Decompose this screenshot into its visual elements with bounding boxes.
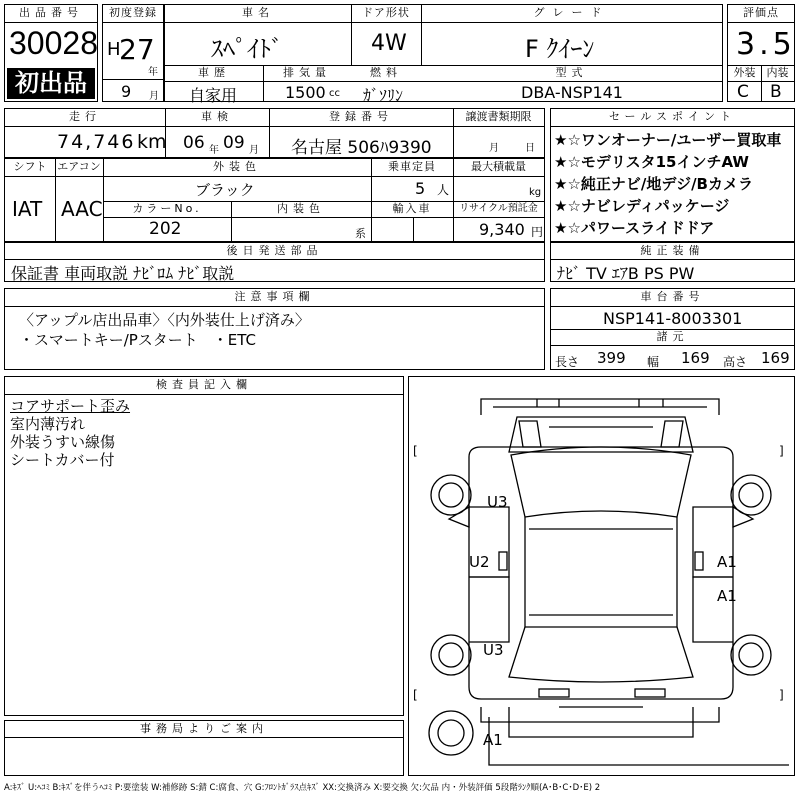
interior-score: B bbox=[770, 82, 782, 102]
recycle-value: 9,340 bbox=[479, 220, 525, 239]
car-outline-diagram bbox=[409, 377, 794, 775]
grade-header: グレード bbox=[533, 6, 610, 19]
lot-number: 30028 bbox=[9, 25, 98, 61]
color-no-header: カラーNo. bbox=[132, 202, 202, 215]
damage-right-mid-2: A1 bbox=[717, 587, 737, 605]
score-header: 評価点 bbox=[743, 6, 779, 19]
inspector-note-4: シートカバー付 bbox=[10, 451, 115, 469]
later-parts-header: 後日発送部品 bbox=[226, 244, 323, 257]
car-name: ｽﾍﾟｲﾄﾞ bbox=[211, 35, 283, 63]
dimensions-header: 諸元 bbox=[656, 330, 689, 343]
office-header: 事務局よりご案内 bbox=[140, 722, 268, 735]
left-front-bracket: [ bbox=[413, 444, 418, 458]
sales-point-3: ★☆純正ナビ/地デジ/Bカメラ bbox=[554, 175, 753, 193]
chassis-number: NSP141-8003301 bbox=[603, 309, 743, 328]
left-rear-bracket: [ bbox=[413, 688, 418, 702]
office-box bbox=[4, 720, 404, 776]
inspector-box bbox=[4, 376, 404, 716]
genuine-equip-header: 純正装備 bbox=[640, 244, 705, 257]
legend-line: A:ｷｽﾞ U:ﾍｺﾐ B:ｷｽﾞを伴うﾍｺﾐ P:要塗装 W:補修跡 S:錆 C:腐食、穴 G:ﾌﾛﾝﾄｶﾞﾗｽ点ｷｽﾞ XX:交換済み X:要交換 欠:欠品 内・外装評価 5段階ﾗﾝｸ順(A･B･C･D･E) 2 bbox=[4, 783, 601, 793]
color-number: 202 bbox=[149, 219, 182, 239]
first-reg-era: H bbox=[107, 39, 121, 60]
later-parts-box bbox=[4, 242, 545, 282]
width-label: 幅 bbox=[647, 355, 660, 369]
inspector-note-3: 外装うすい線傷 bbox=[10, 433, 116, 451]
int-color-header: 内装色 bbox=[277, 202, 325, 215]
recycle-header: リサイクル預託金 bbox=[459, 203, 538, 214]
import-header: 輸入車 bbox=[392, 202, 432, 215]
transfer-month-unit: 月 bbox=[489, 143, 499, 154]
interior-score-header: 内装 bbox=[766, 66, 789, 79]
genuine-equip-box bbox=[550, 242, 795, 282]
height-label: 高さ bbox=[723, 355, 748, 369]
max-load-unit: kg bbox=[529, 187, 542, 198]
sales-point-1: ★☆ワンオーナー/ユーザー買取車 bbox=[554, 131, 782, 149]
genuine-equip-value: ﾅﾋﾞ TV ｴｱB PS PW bbox=[557, 264, 695, 283]
first-reg-month-unit: 月 bbox=[149, 91, 159, 102]
inspection-month: 09 bbox=[223, 133, 245, 153]
car-history: 自家用 bbox=[189, 86, 238, 105]
car-diagram bbox=[408, 376, 795, 776]
fuel-header: 燃料 bbox=[370, 66, 402, 79]
first-reg-month: 9 bbox=[121, 82, 132, 101]
inspection-year: 06 bbox=[183, 133, 205, 153]
first-listing-badge: 初出品 bbox=[7, 68, 95, 99]
first-reg-year: 27 bbox=[119, 33, 155, 66]
sales-point-2: ★☆モデリスタ15インチAW bbox=[554, 153, 749, 171]
score-box bbox=[727, 4, 795, 102]
reg-no-header: 登録番号 bbox=[329, 110, 393, 123]
sales-points-box bbox=[550, 108, 795, 242]
spec-row bbox=[4, 158, 545, 242]
note-line-1: 〈アップル店出品車〉〈内外装仕上げ済み〉 bbox=[19, 311, 310, 329]
first-reg-box bbox=[102, 4, 164, 102]
door-header: ドア形状 bbox=[362, 6, 410, 19]
damage-left-mid: U2 bbox=[469, 553, 490, 571]
capacity-unit: 人 bbox=[437, 183, 450, 197]
inspection-year-unit: 年 bbox=[209, 145, 219, 156]
mileage-header: 走行 bbox=[69, 110, 101, 123]
chassis-box bbox=[550, 288, 795, 370]
fuel: ｶﾞｿﾘﾝ bbox=[363, 86, 404, 105]
displacement-unit: cc bbox=[329, 88, 340, 99]
right-rear-bracket: ] bbox=[779, 688, 784, 702]
capacity-header: 乗車定員 bbox=[388, 160, 436, 173]
chassis-header: 車台番号 bbox=[640, 290, 705, 303]
exterior-score-header: 外装 bbox=[733, 66, 756, 79]
history-header: 車歴 bbox=[198, 66, 230, 79]
sales-point-4: ★☆ナビレディパッケージ bbox=[554, 197, 730, 215]
damage-right-mid: A1 bbox=[717, 553, 737, 571]
lot-box bbox=[4, 4, 98, 102]
grade: F ｸｲｰﾝ bbox=[525, 35, 595, 63]
aircon-header: エアコン bbox=[57, 160, 101, 173]
inspector-note-1: コアサポート歪み bbox=[10, 397, 131, 415]
length-label: 長さ bbox=[555, 355, 580, 369]
inspector-note-2: 室内薄汚れ bbox=[10, 415, 86, 433]
transfer-day-unit: 日 bbox=[525, 143, 535, 154]
width-value: 169 bbox=[681, 349, 710, 367]
notes-box bbox=[4, 288, 545, 370]
aircon-value: AAC bbox=[61, 197, 103, 221]
first-reg-header: 初度登録 bbox=[109, 6, 157, 19]
capacity-value: 5 bbox=[415, 179, 426, 198]
transfer-doc-header: 譲渡書類期限 bbox=[465, 110, 532, 123]
displacement: 1500 bbox=[285, 83, 326, 102]
inspector-header: 検査員記入欄 bbox=[156, 378, 252, 391]
car-name-header: 車名 bbox=[242, 6, 274, 19]
ext-color-header: 外装色 bbox=[213, 160, 261, 173]
overall-score: 3.5 bbox=[736, 27, 796, 62]
notes-header: 注意事項欄 bbox=[234, 290, 315, 303]
registration-number: 名古屋 506ﾊ9390 bbox=[291, 138, 432, 158]
damage-bottom: A1 bbox=[483, 731, 503, 749]
note-line-2: ・スマートキー/Pスタート ・ETC bbox=[19, 331, 257, 349]
sales-point-5: ★☆パワースライドドア bbox=[554, 219, 715, 237]
height-value: 169 bbox=[761, 349, 790, 367]
mileage-row bbox=[4, 108, 545, 158]
inspection-month-unit: 月 bbox=[249, 145, 259, 156]
recycle-unit: 円 bbox=[531, 225, 544, 239]
first-reg-year-unit: 年 bbox=[148, 67, 158, 78]
length-value: 399 bbox=[597, 349, 626, 367]
car-info-box bbox=[164, 4, 723, 105]
int-color-unit: 系 bbox=[355, 227, 366, 240]
shift-header: シフト bbox=[13, 160, 47, 173]
later-parts-value: 保証書 車両取説 ﾅﾋﾞﾛﾑ ﾅﾋﾞ取説 bbox=[11, 264, 235, 283]
displacement-header: 排気量 bbox=[283, 66, 331, 79]
damage-left-rear: U3 bbox=[483, 641, 504, 659]
door-type: 4W bbox=[371, 31, 407, 56]
mileage-value: 74,746 bbox=[57, 131, 136, 153]
model-header: 型式 bbox=[555, 66, 588, 79]
lot-number-header: 出品番号 bbox=[19, 6, 83, 19]
exterior-color: ブラック bbox=[195, 181, 255, 199]
exterior-score: C bbox=[737, 82, 749, 102]
model-code: DBA-NSP141 bbox=[521, 83, 623, 102]
damage-left-front: U3 bbox=[487, 493, 508, 511]
sales-points-header: セールスポイント bbox=[608, 110, 736, 123]
mileage-unit: km bbox=[137, 131, 167, 153]
max-load-header: 最大積載量 bbox=[471, 160, 526, 173]
shift-value: IAT bbox=[12, 197, 43, 221]
right-front-bracket: ] bbox=[779, 444, 784, 458]
inspection-header: 車検 bbox=[201, 110, 233, 123]
